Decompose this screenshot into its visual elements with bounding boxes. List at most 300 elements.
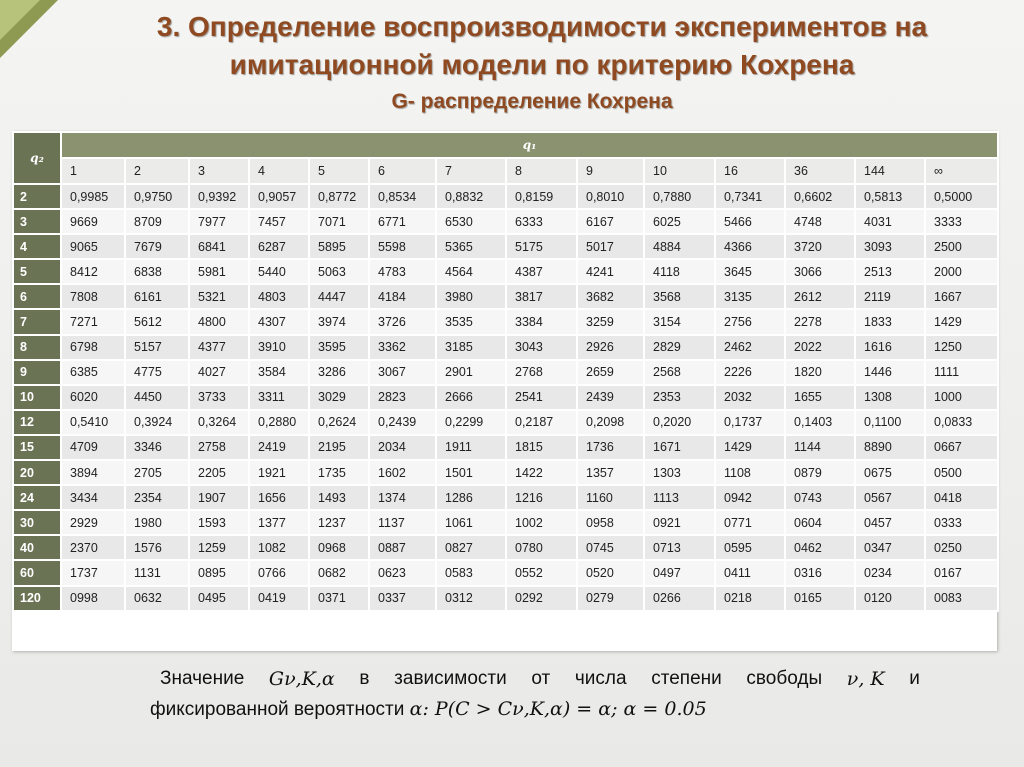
table-cell: 3817 [506,284,577,309]
table-row [13,184,998,209]
row-header: 3 [13,209,61,234]
row-header: 20 [13,460,61,485]
table-cell: 0,8010 [577,184,644,209]
table-cell: 4709 [61,435,125,460]
table-cell: 1111 [925,360,998,385]
row-header: 10 [13,385,61,410]
table-cell: 0713 [644,535,715,560]
table-cell: 3980 [436,284,506,309]
table-cell: 2419 [249,435,309,460]
table-cell: 0411 [715,560,785,585]
column-header: 4 [249,158,309,184]
table-cell: 2278 [785,309,855,334]
table-cell: 1921 [249,460,309,485]
table-cell: 5598 [369,234,436,259]
table-cell: 0,2020 [644,410,715,435]
table-cell: 6287 [249,234,309,259]
table-cell: 7808 [61,284,125,309]
table-cell: 2500 [925,234,998,259]
table-cell: 3362 [369,335,436,360]
table-cell: 3682 [577,284,644,309]
column-header: 7 [436,158,506,184]
table-cell: 0958 [577,510,644,535]
table-cell: 4803 [249,284,309,309]
table-cell: 5063 [309,259,369,284]
table-cell: 0743 [785,485,855,510]
table-cell: 4184 [369,284,436,309]
table-cell: 0,2187 [506,410,577,435]
table-cell: 0583 [436,560,506,585]
table-cell: 4564 [436,259,506,284]
table-cell: 2353 [644,385,715,410]
table-row [13,586,998,611]
table-cell: 0457 [855,510,925,535]
table-cell: 5440 [249,259,309,284]
column-header: 6 [369,158,436,184]
table-cell: 2000 [925,259,998,284]
table-cell: 2354 [125,485,189,510]
table-cell: 1602 [369,460,436,485]
table-cell: 1422 [506,460,577,485]
table-cell: 6020 [61,385,125,410]
row-header: 120 [13,586,61,611]
slide-subtitle: G- распределение Кохрена [391,90,673,113]
table-cell: 8412 [61,259,125,284]
table-cell: 0667 [925,435,998,460]
table-cell: 0250 [925,535,998,560]
table-cell: 1736 [577,435,644,460]
table-cell: 0,8772 [309,184,369,209]
caption-word: в [359,668,370,689]
column-header: 9 [577,158,644,184]
table-cell: 3584 [249,360,309,385]
table-cell: 4118 [644,259,715,284]
table-cell: 2541 [506,385,577,410]
table-cell: 0371 [309,586,369,611]
table-cell: 0879 [785,460,855,485]
table-cell: 6333 [506,209,577,234]
table-cell: 0604 [785,510,855,535]
column-header-row [13,158,998,184]
table-cell: 0333 [925,510,998,535]
table-cell: 2659 [577,360,644,385]
table-cell: 1286 [436,485,506,510]
row-header: 8 [13,335,61,360]
table-cell: 1061 [436,510,506,535]
column-header: 10 [644,158,715,184]
table-cell: 0462 [785,535,855,560]
row-header: 60 [13,560,61,585]
table-cell: 0500 [925,460,998,485]
table-cell: 1429 [715,435,785,460]
table-cell: 1237 [309,510,369,535]
table-cell: 1980 [125,510,189,535]
table-cell: 6841 [189,234,249,259]
row-header: 5 [13,259,61,284]
table-cell: 0682 [309,560,369,585]
table-cell: 2022 [785,335,855,360]
caption-nu-k-symbol: ν, K [846,668,885,690]
table-cell: 3066 [785,259,855,284]
table-cell: 0,8534 [369,184,436,209]
table-cell: 0998 [61,586,125,611]
table-cell: 3910 [249,335,309,360]
table-cell: 3974 [309,309,369,334]
table-cell: 5612 [125,309,189,334]
table-cell: 0771 [715,510,785,535]
table-cell: 6838 [125,259,189,284]
table-cell: 0887 [369,535,436,560]
table-cell: 1216 [506,485,577,510]
table-cell: 4884 [644,234,715,259]
table-cell: 2705 [125,460,189,485]
table-cell: 5321 [189,284,249,309]
table-cell: 2929 [61,510,125,535]
table-cell: 0,6602 [785,184,855,209]
table-cell: 0,5000 [925,184,998,209]
table-row [13,335,998,360]
table-cell: 0234 [855,560,925,585]
table-cell: 0,3924 [125,410,189,435]
table-cell: 0,9985 [61,184,125,209]
table-cell: 0312 [436,586,506,611]
table-cell: 1144 [785,435,855,460]
table-cell: 1576 [125,535,189,560]
table-row [13,209,998,234]
table-cell: 0567 [855,485,925,510]
table-cell: 0,2098 [577,410,644,435]
table-cell: 8709 [125,209,189,234]
table-cell: 1820 [785,360,855,385]
table-cell: 6530 [436,209,506,234]
table-cell: 1303 [644,460,715,485]
table-cell: 1593 [189,510,249,535]
table-cell: 1737 [61,560,125,585]
table-cell: 0120 [855,586,925,611]
table-cell: 5981 [189,259,249,284]
table-cell: 0083 [925,586,998,611]
cochran-table [12,131,999,612]
caption-line-2 [150,694,920,725]
caption-word: зависимости [394,668,507,689]
table-row [13,284,998,309]
row-header: 40 [13,535,61,560]
table-cell: 4307 [249,309,309,334]
table-cell: 4748 [785,209,855,234]
table-cell: 0827 [436,535,506,560]
table-cell: 1656 [249,485,309,510]
table-cell: 0766 [249,560,309,585]
table-cell: 0418 [925,485,998,510]
table-cell: 0337 [369,586,436,611]
row-header: 12 [13,410,61,435]
column-header: 3 [189,158,249,184]
table-cell: 1667 [925,284,998,309]
table-cell: 6771 [369,209,436,234]
table-cell: 0316 [785,560,855,585]
table-cell: 3286 [309,360,369,385]
table-cell: 0,1737 [715,410,785,435]
table-cell: 5157 [125,335,189,360]
table-row [13,560,998,585]
table-cell: 0968 [309,535,369,560]
table-cell: 0,2624 [309,410,369,435]
table-cell: 0218 [715,586,785,611]
table-cell: 3346 [125,435,189,460]
table-row [13,485,998,510]
table-cell: 0495 [189,586,249,611]
table-row [13,460,998,485]
table-cell: 0,5813 [855,184,925,209]
table-cell: 0347 [855,535,925,560]
column-header: 2 [125,158,189,184]
table-cell: 0,2880 [249,410,309,435]
table-cell: 1671 [644,435,715,460]
row-header: 6 [13,284,61,309]
table-cell: 3568 [644,284,715,309]
corner-decoration-inner [0,0,40,40]
slide-title-line-2: имитационной модели по критерию Кохрена [229,49,855,80]
table-cell: 1259 [189,535,249,560]
table-cell: 1137 [369,510,436,535]
table-cell: 3067 [369,360,436,385]
table-cell: 4027 [189,360,249,385]
table-cell: 5895 [309,234,369,259]
table-cell: 2758 [189,435,249,460]
table-cell: 0419 [249,586,309,611]
table-cell: 2829 [644,335,715,360]
table-cell: 0595 [715,535,785,560]
table-cell: 1113 [644,485,715,510]
table-cell: 7071 [309,209,369,234]
table-cell: 9065 [61,234,125,259]
table-cell: 0,1100 [855,410,925,435]
table-cell: 0279 [577,586,644,611]
table-cell: 2612 [785,284,855,309]
table-cell: 4387 [506,259,577,284]
table-cell: 6167 [577,209,644,234]
table-cell: 5365 [436,234,506,259]
table-cell: 0745 [577,535,644,560]
table-cell: 2768 [506,360,577,385]
table-cell: 0,2439 [369,410,436,435]
q1-header: q₁ [61,132,998,158]
table-cell: 2823 [369,385,436,410]
table-cell: 6798 [61,335,125,360]
table-cell: 4377 [189,335,249,360]
table-cell: 0292 [506,586,577,611]
table-cell: 3043 [506,335,577,360]
table-cell: 1833 [855,309,925,334]
table-cell: 2568 [644,360,715,385]
row-header: 30 [13,510,61,535]
table-cell: 4775 [125,360,189,385]
table-cell: 2205 [189,460,249,485]
table-cell: 2226 [715,360,785,385]
table-cell: 0167 [925,560,998,585]
table-body [13,184,998,611]
table-cell: 2439 [577,385,644,410]
table-cell: 3645 [715,259,785,284]
table-cell: 3311 [249,385,309,410]
table-cell: 3093 [855,234,925,259]
table-cell: 3185 [436,335,506,360]
table-cell: 1082 [249,535,309,560]
table-cell: 3595 [309,335,369,360]
table-cell: 1002 [506,510,577,535]
table-cell: 0,7341 [715,184,785,209]
table-cell: 2119 [855,284,925,309]
caption-word: от [531,668,551,689]
table-cell: 5175 [506,234,577,259]
q2-corner-header: q₂ [13,132,61,184]
table-cell: 2901 [436,360,506,385]
table-cell: 0520 [577,560,644,585]
table-cell: 3434 [61,485,125,510]
caption-word: числа [574,668,627,689]
table-cell: 6385 [61,360,125,385]
table-cell: 5466 [715,209,785,234]
table-cell: 0,3264 [189,410,249,435]
table-cell: 2032 [715,385,785,410]
table-cell: 3154 [644,309,715,334]
table-row [13,385,998,410]
table-cell: 0,8832 [436,184,506,209]
table-cell: 0,2299 [436,410,506,435]
column-header: 144 [855,158,925,184]
table-cell: 1735 [309,460,369,485]
row-header: 9 [13,360,61,385]
table-row [13,535,998,560]
table-cell: 1308 [855,385,925,410]
table-cell: 4031 [855,209,925,234]
caption-line-1 [160,664,920,694]
caption [150,664,920,725]
table-cell: 3259 [577,309,644,334]
table-cell: 0266 [644,586,715,611]
table-cell: 1655 [785,385,855,410]
row-header: 15 [13,435,61,460]
table-cell: 7679 [125,234,189,259]
table-cell: 3894 [61,460,125,485]
table-cell: 2195 [309,435,369,460]
table-row [13,309,998,334]
table-cell: 0780 [506,535,577,560]
table-cell: 3535 [436,309,506,334]
row-header: 2 [13,184,61,209]
table-cell: 0,9392 [189,184,249,209]
table-cell: 4447 [309,284,369,309]
caption-word: степени [651,668,722,689]
table-cell: 1501 [436,460,506,485]
caption-g-symbol: Gν,K,α [268,668,335,690]
table-cell: 1907 [189,485,249,510]
caption-word: и [909,668,920,689]
table-row [13,360,998,385]
table-cell: 1493 [309,485,369,510]
table-cell: 0942 [715,485,785,510]
row-header: 7 [13,309,61,334]
caption-formula: α: P(C > Cν,K,α) = α; α = 0.05 [409,698,707,720]
table-cell: 2370 [61,535,125,560]
table-cell: 1911 [436,435,506,460]
slide-title-line-1: 3. Определение воспроизводимости экспериментов на [156,11,928,42]
table-cell: 0,5410 [61,410,125,435]
table-cell: 3720 [785,234,855,259]
table-cell: 2034 [369,435,436,460]
table-cell: 0675 [855,460,925,485]
table-cell: 7977 [189,209,249,234]
table-cell: 0895 [189,560,249,585]
table-cell: 7271 [61,309,125,334]
table-cell: 0,9750 [125,184,189,209]
table-cell: 2462 [715,335,785,360]
table-cell: 0623 [369,560,436,585]
table-cell: 1131 [125,560,189,585]
table-cell: 4450 [125,385,189,410]
table-cell: 1446 [855,360,925,385]
table-cell: 1108 [715,460,785,485]
table-cell: 1429 [925,309,998,334]
table-cell: 0165 [785,586,855,611]
table-cell: 2513 [855,259,925,284]
table-cell: 2666 [436,385,506,410]
table-cell: 1815 [506,435,577,460]
table-cell: 3733 [189,385,249,410]
table-cell: 3029 [309,385,369,410]
column-header: 36 [785,158,855,184]
table-row [13,234,998,259]
table-cell: 1357 [577,460,644,485]
table-cell: 0,9057 [249,184,309,209]
table-cell: 3384 [506,309,577,334]
table-cell: 0,8159 [506,184,577,209]
column-header: 16 [715,158,785,184]
column-header: 8 [506,158,577,184]
table-cell: 6025 [644,209,715,234]
table-cell: 7457 [249,209,309,234]
table-cell: 5017 [577,234,644,259]
caption-word: Значение [160,668,245,689]
row-header: 24 [13,485,61,510]
table-row [13,410,998,435]
table-cell: 0,1403 [785,410,855,435]
table-cell: 4800 [189,309,249,334]
caption-line-2-text: фиксированной вероятности [150,699,405,720]
table-cell: 2926 [577,335,644,360]
table-cell: 1160 [577,485,644,510]
table-cell: 4366 [715,234,785,259]
table-cell: 0632 [125,586,189,611]
cochran-table-container [12,131,997,651]
table-cell: 8890 [855,435,925,460]
column-header: ∞ [925,158,998,184]
table-row [13,259,998,284]
table-cell: 1374 [369,485,436,510]
table-cell: 4783 [369,259,436,284]
table-cell: 0,0833 [925,410,998,435]
table-cell: 3726 [369,309,436,334]
column-header: 5 [309,158,369,184]
caption-word: свободы [746,668,823,689]
table-cell: 1616 [855,335,925,360]
row-header: 4 [13,234,61,259]
table-cell: 9669 [61,209,125,234]
column-header: 1 [61,158,125,184]
table-cell: 0552 [506,560,577,585]
table-cell: 2756 [715,309,785,334]
table-cell: 4241 [577,259,644,284]
